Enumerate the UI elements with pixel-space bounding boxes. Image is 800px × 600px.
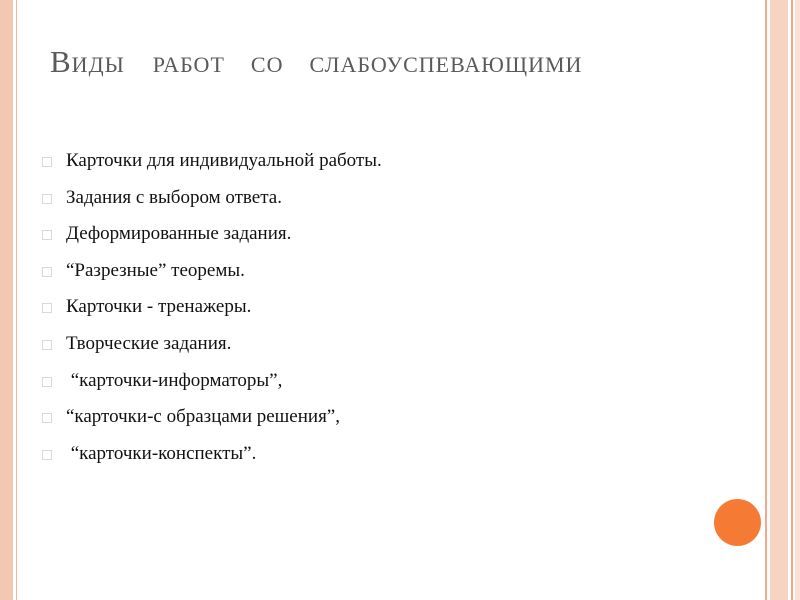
square-bullet-icon (42, 267, 52, 277)
orange-circle-icon (714, 499, 761, 546)
list-item-text: Деформированные задания. (66, 223, 292, 245)
square-bullet-icon (42, 194, 52, 204)
list-item-text: “Разрезные” теоремы. (66, 259, 245, 281)
list-item (42, 291, 382, 328)
square-bullet-icon (42, 230, 52, 240)
square-bullet-icon (42, 303, 52, 313)
slide-title (50, 44, 608, 80)
right-border-bar (770, 0, 788, 600)
left-border-bar (0, 0, 13, 600)
list-item-text: “карточки-конспекты”. (66, 442, 257, 464)
list-item (42, 438, 382, 475)
list-item-text: Карточки для индивидуальной работы. (66, 150, 382, 171)
list-item (42, 182, 382, 219)
list-item-text: “карточки-информаторы”, (66, 369, 283, 391)
list-item-text: Творческие задания. (66, 332, 232, 354)
list-item (42, 328, 382, 365)
list-item (42, 145, 382, 182)
list-item (42, 255, 382, 292)
square-bullet-icon (42, 157, 52, 167)
square-bullet-icon (42, 340, 52, 350)
right-border-edge (795, 0, 800, 600)
right-border-line-outer (791, 0, 793, 600)
title-word: работ (152, 44, 225, 79)
bullet-list (42, 145, 382, 474)
list-item-text: “карточки-с образцами решения”, (66, 406, 340, 428)
title-word: со (250, 44, 284, 79)
list-item (42, 401, 382, 438)
list-item-text: Задания с выбором ответа. (66, 186, 282, 208)
square-bullet-icon (42, 450, 52, 460)
right-border-line-inner (765, 0, 767, 600)
list-item (42, 218, 382, 255)
square-bullet-icon (42, 377, 52, 387)
list-item-text: Карточки - тренажеры. (66, 296, 252, 318)
left-border-line (16, 0, 17, 600)
title-word: слабоуспевающими (309, 44, 583, 79)
title-word: Виды (50, 44, 125, 79)
square-bullet-icon (42, 413, 52, 423)
list-item (42, 365, 382, 402)
